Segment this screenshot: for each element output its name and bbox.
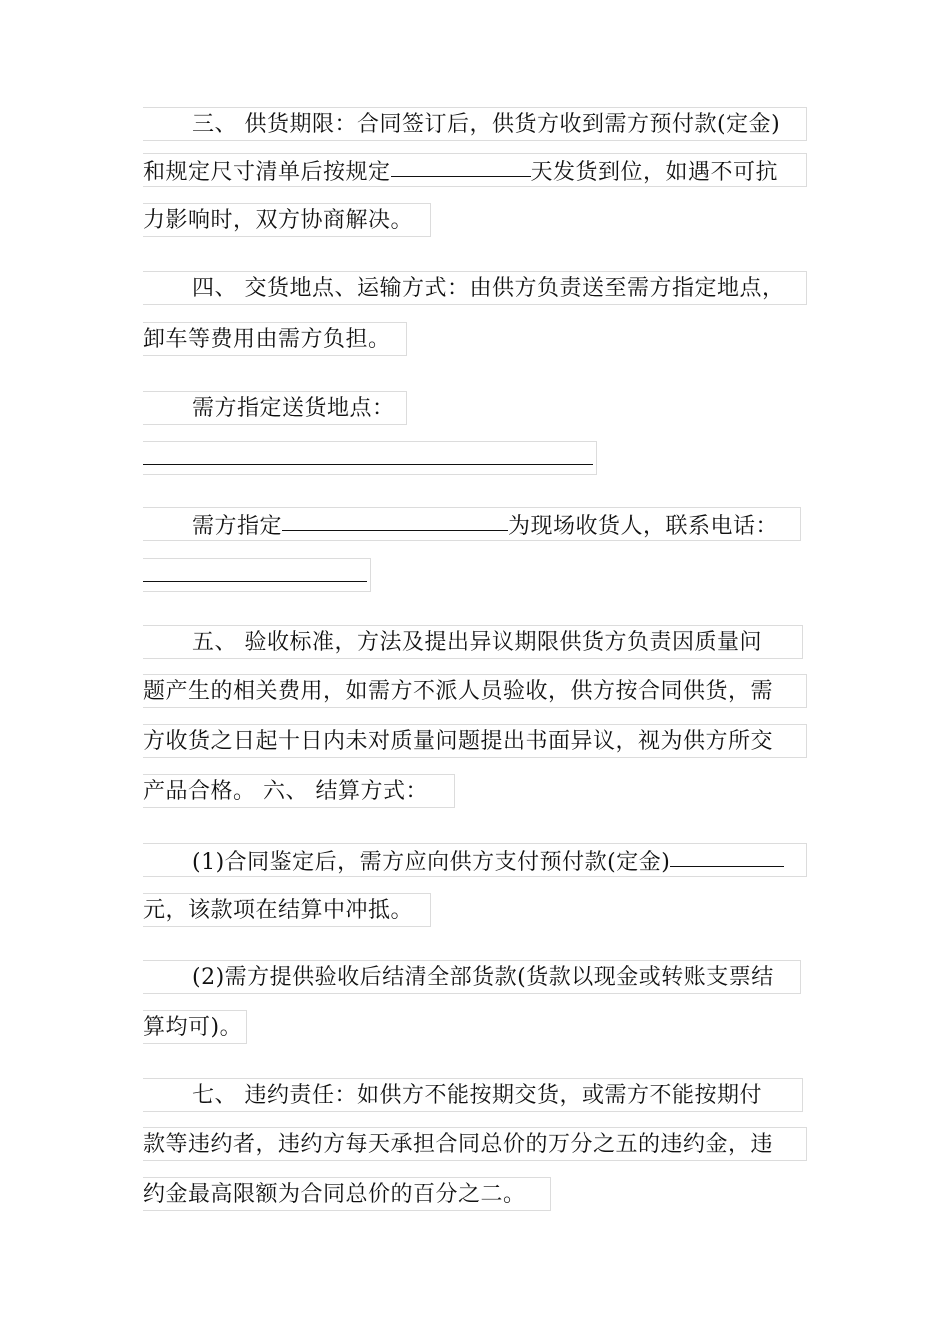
- section3-text-2b: 天发货到位，如遇不可抗: [530, 160, 779, 185]
- section3-text-1: 三、 供货期限：合同签订后，供货方收到需方预付款(定金): [192, 112, 781, 137]
- section5-line1: [143, 625, 803, 659]
- section4-text-1: 四、 交货地点、运输方式：由供方负责送至需方指定地点，: [192, 276, 785, 301]
- payment-item2-line1: [143, 960, 801, 994]
- receiver-text-b: 为现场收货人，联系电话：: [508, 514, 779, 539]
- section5-text-1: 五、 验收标准，方法及提出异议期限供货方负责因质量问: [192, 630, 762, 655]
- deposit-amount-blank[interactable]: [670, 844, 784, 867]
- section5-line4: [143, 774, 455, 808]
- section5-text-3: 方收货之日起十日内未对质量问题提出书面异议，视为供方所交: [143, 729, 774, 754]
- section3-text-2a: 和规定尺寸清单后按规定: [143, 160, 391, 185]
- section4-line1: [143, 271, 807, 305]
- section5-line2: [143, 674, 807, 708]
- receiver-text-a: 需方指定: [192, 514, 283, 539]
- section5-text-4: 产品合格。 六、 结算方式：: [143, 779, 428, 804]
- delivery-address-line: [143, 441, 597, 475]
- payment-item1-line1: [143, 843, 807, 877]
- payment-item2-text-a: (2)需方提供验收后结清全部货款(货款以现金或转账支票结: [192, 965, 774, 990]
- section7-text-3: 约金最高限额为合同总价的百分之二。: [143, 1182, 526, 1207]
- payment-item1-text-a: (1)合同鉴定后，需方应向供方支付预付款(定金): [192, 850, 671, 875]
- phone-blank[interactable]: [143, 559, 367, 582]
- delivery-address-label-line: [143, 391, 407, 425]
- section4-line2: [143, 322, 407, 356]
- receiver-name-blank[interactable]: [282, 508, 508, 531]
- section3-text-3: 力影响时，双方协商解决。: [143, 208, 414, 233]
- payment-item2-line2: [143, 1010, 247, 1044]
- phone-line: [143, 558, 371, 592]
- receiver-line: [143, 507, 801, 541]
- payment-item2-text-b: 算均可)。: [143, 1015, 243, 1040]
- section3-line3: [143, 203, 431, 237]
- section7-line2: [143, 1127, 807, 1161]
- section5-text-2: 题产生的相关费用，如需方不派人员验收，供方按合同供货，需: [143, 679, 774, 704]
- section7-line3: [143, 1177, 551, 1211]
- delivery-days-blank[interactable]: [391, 154, 531, 177]
- section3-line2: [143, 153, 807, 187]
- delivery-address-label: 需方指定送货地点：: [192, 396, 395, 421]
- payment-item1-text-b: 元，该款项在结算中冲抵。: [143, 898, 414, 923]
- section7-line1: [143, 1078, 803, 1112]
- section4-text-2: 卸车等费用由需方负担。: [143, 327, 391, 352]
- section7-text-2: 款等违约者，违约方每天承担合同总价的万分之五的违约金，违: [143, 1132, 774, 1157]
- payment-item1-line2: [143, 893, 431, 927]
- section5-line3: [143, 724, 807, 758]
- section3-line1: [143, 107, 807, 141]
- delivery-address-blank[interactable]: [143, 442, 593, 465]
- section7-text-1: 七、 违约责任：如供方不能按期交货，或需方不能按期付: [192, 1083, 762, 1108]
